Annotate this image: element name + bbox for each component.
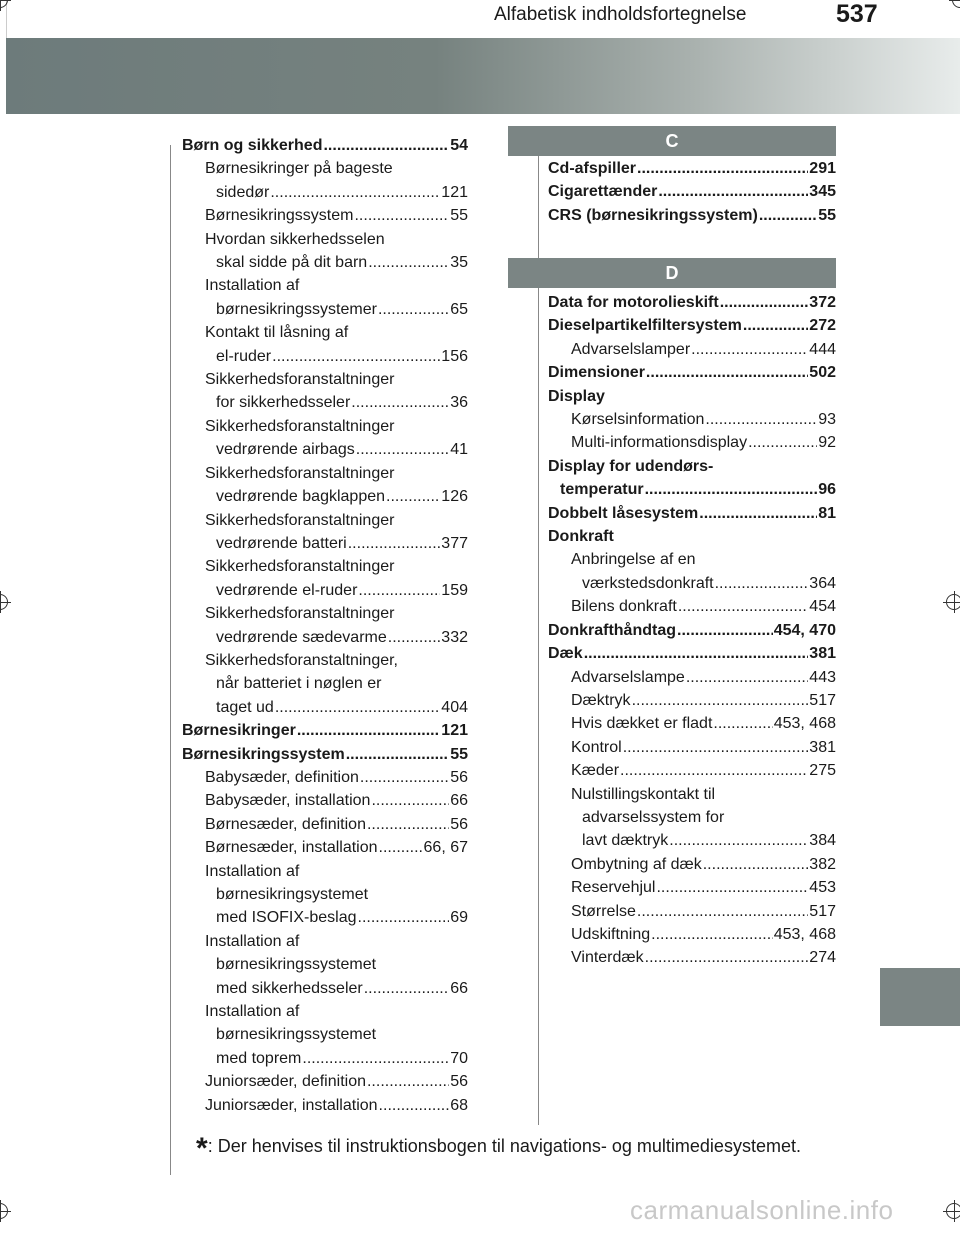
index-entry-sub: [548, 431, 836, 454]
index-entry-page: 66, 67: [423, 839, 468, 857]
index-entry-page: 272: [809, 317, 836, 335]
index-entry-sub: [182, 1047, 468, 1070]
dot-leader: [715, 572, 809, 595]
index-entry-main: Display for udendørs-: [548, 457, 714, 475]
index-section-d: [548, 291, 836, 970]
index-entry-page: 453, 468: [773, 925, 836, 943]
index-entry-main: [548, 314, 836, 337]
index-entry-label: Cd-afspiller: [548, 160, 637, 177]
dot-leader: [584, 642, 809, 665]
index-entry-main: [182, 743, 468, 766]
index-entry-page: 35: [450, 254, 468, 272]
index-entry-label: Advarselslampe: [571, 668, 685, 686]
index-entry-label: vedrørende sædevarme: [216, 628, 387, 646]
index-entry-page: 56: [450, 768, 468, 786]
index-entry-label: Dieselpartikelfiltersystem: [548, 317, 742, 335]
index-entry-page: 56: [450, 815, 468, 833]
index-entry-sub: Hvordan sikkerhedsselen: [205, 230, 385, 248]
index-entry-sub: Installation af: [205, 1003, 300, 1021]
index-entry-label: Babysæder, installation: [205, 792, 371, 810]
index-entry-sub: [548, 408, 836, 431]
header-banner: [6, 38, 960, 114]
index-entry-sub: [182, 906, 468, 929]
index-entry-main: Donkraft: [548, 528, 614, 546]
registration-mark-icon: [943, 1200, 960, 1222]
dot-leader: [354, 204, 449, 227]
page-header-title: Alfabetisk indholdsfortegnelse: [494, 4, 747, 25]
index-entry-page: 36: [450, 394, 468, 412]
dot-leader: [272, 345, 440, 368]
index-entry-label: vedrørende el-ruder: [216, 581, 358, 599]
index-entry-label: temperatur: [560, 481, 644, 499]
dot-leader: [620, 759, 808, 782]
dot-leader: [297, 719, 440, 742]
index-entry-label: Børnesikringssystem: [205, 207, 354, 225]
dot-leader: [651, 923, 773, 946]
index-entry-label: Reservehjul: [571, 879, 656, 897]
index-entry-main: [548, 157, 836, 180]
index-entry-sub: [548, 736, 836, 759]
index-entry-label: Dobbelt låsesystem: [548, 504, 699, 522]
index-section-c: [548, 157, 836, 227]
index-entry-label: Bilens donkraft: [571, 598, 677, 616]
index-entry-main: Display: [548, 387, 605, 405]
dot-leader: [386, 485, 440, 508]
dot-leader: [669, 829, 808, 852]
index-entry-sub: advarselssystem for: [582, 808, 725, 826]
column-divider-middle: [538, 145, 539, 1125]
dot-leader: [748, 431, 817, 454]
dot-leader: [388, 626, 441, 649]
index-entry-sub: børnesikringssystemet: [216, 956, 377, 974]
index-entry-sub: [182, 813, 468, 836]
index-entry-label: vedrørende airbags: [216, 441, 355, 459]
dot-leader: [348, 532, 441, 555]
index-entry-page: 502: [809, 364, 836, 382]
index-entry-label: el-ruder: [216, 347, 272, 365]
index-entry-page: 121: [441, 722, 468, 740]
index-entry-page: 121: [441, 183, 468, 201]
index-entry-page: 159: [441, 581, 468, 599]
registration-mark-icon: [949, 0, 960, 11]
index-entry-page: 93: [818, 411, 836, 429]
index-entry-label: Kæder: [571, 762, 620, 780]
index-entry-page: 384: [809, 832, 836, 850]
index-entry-page: 404: [441, 698, 468, 716]
index-entry-sub: Sikkerhedsforanstaltninger: [205, 558, 395, 576]
index-entry-page: 56: [450, 1073, 468, 1091]
index-entry-label: værkstedsdonkraft: [582, 574, 714, 592]
index-entry-page: 81: [818, 504, 836, 522]
dot-leader: [371, 789, 449, 812]
index-entry-page: 275: [809, 762, 836, 780]
dot-leader: [677, 619, 773, 642]
dot-leader: [351, 391, 449, 414]
index-entry-sub: Sikkerhedsforanstaltninger,: [205, 651, 398, 669]
index-entry-label: skal sidde på dit barn: [216, 254, 368, 272]
dot-leader: [275, 696, 440, 719]
dot-leader: [302, 1047, 449, 1070]
dot-leader: [646, 361, 808, 384]
index-entry-main: [548, 291, 836, 314]
index-entry-page: 372: [809, 294, 836, 311]
index-entry-sub: [182, 532, 468, 555]
index-entry-label: med toprem: [216, 1049, 302, 1067]
dot-leader: [632, 689, 809, 712]
dot-leader: [358, 906, 450, 929]
watermark-text: carmanualsonline.info: [630, 1195, 894, 1225]
footnote-marker: *: [196, 1132, 208, 1165]
dot-leader: [658, 180, 808, 203]
dot-leader: [686, 666, 808, 689]
index-entry-sub: Sikkerhedsforanstaltninger: [205, 464, 395, 482]
index-entry-sub: [182, 836, 468, 859]
index-entry-page: 66: [450, 792, 468, 810]
index-entry-label: Donkrafthåndtag: [548, 621, 676, 639]
dot-leader: [367, 1070, 449, 1093]
registration-mark-icon: [943, 591, 960, 613]
dot-leader: [368, 251, 449, 274]
registration-mark-icon: [0, 591, 11, 613]
dot-leader: [623, 736, 809, 759]
index-entry-page: 55: [450, 745, 468, 763]
dot-leader: [637, 900, 808, 923]
dot-leader: [705, 408, 817, 431]
dot-leader: [743, 314, 808, 337]
index-entry-main: [548, 642, 836, 665]
index-entry-label: Data for motorolieskift: [548, 294, 719, 311]
index-entry-sub: [548, 595, 836, 618]
index-entry-sub: Sikkerhedsforanstaltninger: [205, 371, 395, 389]
dot-leader: [356, 438, 449, 461]
index-entry-sub: [182, 181, 468, 204]
footnote: [196, 1132, 801, 1165]
index-entry-sub: [548, 572, 836, 595]
index-entry-main: [182, 719, 468, 742]
index-entry-page: 364: [809, 574, 836, 592]
index-entry-sub: [548, 900, 836, 923]
column-divider-left: [170, 145, 171, 1175]
index-entry-page: 453: [809, 879, 836, 897]
dot-leader: [703, 853, 809, 876]
index-entry-page: 126: [441, 488, 468, 506]
index-entry-sub: [182, 345, 468, 368]
dot-leader: [645, 946, 809, 969]
index-entry-sub: [182, 298, 468, 321]
dot-leader: [360, 766, 449, 789]
index-entry-page: 444: [809, 340, 836, 358]
index-entry-page: 66: [450, 979, 468, 997]
index-entry-label: Udskiftning: [571, 925, 651, 943]
index-entry-label: Størrelse: [571, 902, 636, 920]
index-entry-sub: [548, 712, 836, 735]
index-entry-label: Juniorsæder, installation: [205, 1096, 378, 1114]
index-entry-main: [548, 478, 836, 501]
dot-leader: [713, 712, 772, 735]
index-entry-sub: [182, 204, 468, 227]
index-entry-label: Kørselsinformation: [571, 411, 705, 429]
index-entry-sub: Sikkerhedsforanstaltninger: [205, 605, 395, 623]
index-entry-label: Cigarettænder: [548, 183, 658, 201]
index-entry-page: 69: [450, 909, 468, 927]
index-entry-sub: Sikkerhedsforanstaltninger: [205, 417, 395, 435]
index-entry-main: [548, 619, 836, 642]
index-entry-page: 70: [450, 1049, 468, 1067]
index-entry-page: 291: [809, 160, 836, 177]
index-entry-sub: [548, 876, 836, 899]
index-entry-page: 55: [450, 207, 468, 225]
index-entry-label: Juniorsæder, definition: [205, 1073, 366, 1091]
dot-leader: [379, 1094, 450, 1117]
index-entry-sub: når batteriet i nøglen er: [216, 675, 382, 693]
index-entry-page: 332: [441, 628, 468, 646]
index-entry-page: 443: [809, 668, 836, 686]
index-entry-main: [548, 204, 836, 227]
index-entry-sub: Anbringelse af en: [571, 551, 696, 569]
index-entry-label: Børnesikringssystem: [182, 745, 345, 763]
section-header-c: C: [508, 126, 836, 156]
index-entry-sub: Nulstillingskontakt til: [571, 785, 716, 803]
index-entry-main: [548, 180, 836, 203]
dot-leader: [270, 181, 440, 204]
dot-leader: [637, 157, 808, 180]
index-entry-page: 65: [450, 300, 468, 318]
index-entry-sub: [182, 438, 468, 461]
index-entry-sub: [182, 1094, 468, 1117]
index-entry-label: Børnesæder, definition: [205, 815, 366, 833]
index-entry-label: Kontrol: [571, 738, 622, 756]
dot-leader: [759, 204, 817, 227]
index-entry-sub: Installation af: [205, 277, 300, 295]
index-entry-sub: [548, 759, 836, 782]
index-entry-label: vedrørende bagklappen: [216, 488, 386, 506]
index-entry-page: 517: [809, 691, 836, 709]
index-entry-label: Børnesikringer: [182, 722, 296, 740]
footnote-text: : Der henvises til instruktionsbogen til navigations- og multimediesystemet.: [207, 1136, 801, 1156]
index-entry-sub: [182, 789, 468, 812]
index-entry-sub: Sikkerhedsforanstaltninger: [205, 511, 395, 529]
index-entry-page: 55: [818, 206, 836, 224]
index-entry-page: 41: [450, 441, 468, 459]
index-entry-sub: [548, 666, 836, 689]
dot-leader: [379, 836, 423, 859]
index-entry-sub: børnesikringsystemet: [216, 886, 369, 903]
index-entry-page: 517: [809, 902, 836, 920]
index-entry-label: Dæktryk: [571, 691, 631, 709]
index-entry-label: Multi-informationsdisplay: [571, 434, 748, 452]
index-entry-main: [548, 361, 836, 384]
index-entry-main: [182, 134, 468, 157]
index-entry-label: for sikkerhedsseler: [216, 394, 351, 412]
index-entry-page: 377: [441, 534, 468, 552]
index-entry-sub: [548, 923, 836, 946]
index-entry-label: Børnesæder, installation: [205, 839, 378, 857]
index-entry-sub: [182, 766, 468, 789]
index-entry-sub: [182, 251, 468, 274]
index-entry-sub: [182, 626, 468, 649]
index-entry-sub: [548, 853, 836, 876]
dot-leader: [323, 134, 449, 157]
index-entry-sub: [182, 579, 468, 602]
index-entry-sub: [182, 1070, 468, 1093]
index-entry-label: sidedør: [216, 183, 270, 201]
index-entry-sub: Installation af: [205, 862, 300, 880]
index-entry-label: Dimensioner: [548, 364, 645, 382]
index-entry-label: Hvis dækket er fladt: [571, 715, 713, 733]
index-entry-page: 68: [450, 1096, 468, 1114]
dot-leader: [656, 876, 808, 899]
index-entry-page: 345: [809, 183, 836, 201]
dot-leader: [346, 743, 449, 766]
index-entry-label: Advarselslamper: [571, 340, 691, 358]
index-entry-label: Vinterdæk: [571, 949, 644, 967]
index-entry-sub: [182, 485, 468, 508]
dot-leader: [378, 298, 449, 321]
index-entry-page: 96: [818, 481, 836, 499]
index-entry-page: 381: [809, 645, 836, 663]
index-entry-sub: [548, 689, 836, 712]
index-entry-label: Dæk: [548, 645, 583, 663]
index-column-left: [182, 134, 468, 1117]
dot-leader: [720, 291, 809, 314]
page-number: 537: [836, 0, 878, 28]
index-entry-page: 454: [809, 598, 836, 616]
index-entry-sub: [548, 338, 836, 361]
index-entry-page: 382: [809, 855, 836, 873]
index-entry-page: 454, 470: [773, 621, 836, 639]
index-entry-sub: [182, 391, 468, 414]
dot-leader: [645, 478, 818, 501]
dot-leader: [699, 502, 817, 525]
index-entry-page: 453, 468: [773, 715, 836, 733]
section-header-d: D: [508, 258, 836, 288]
index-entry-label: børnesikringssystemer: [216, 300, 377, 318]
index-entry-label: med sikkerhedsseler: [216, 979, 363, 997]
index-entry-page: 381: [809, 738, 836, 756]
index-entry-page: 156: [441, 347, 468, 365]
index-entry-label: lavt dæktryk: [582, 832, 669, 850]
index-entry-page: 274: [809, 949, 836, 967]
index-entry-sub: børnesikringssystemet: [216, 1026, 377, 1044]
index-entry-sub: Kontakt til låsning af: [205, 324, 349, 342]
index-entry-main: [548, 502, 836, 525]
index-entry-sub: Installation af: [205, 932, 300, 950]
dot-leader: [364, 977, 449, 1000]
index-entry-label: vedrørende batteri: [216, 534, 347, 552]
index-entry-label: Babysæder, definition: [205, 768, 359, 786]
index-entry-label: taget ud: [216, 698, 274, 716]
index-entry-label: med ISOFIX-beslag: [216, 909, 357, 927]
registration-mark-icon: [0, 1200, 11, 1222]
index-entry-sub: [182, 977, 468, 1000]
dot-leader: [358, 579, 440, 602]
index-entry-label: CRS (børnesikringssystem): [548, 206, 758, 224]
dot-leader: [691, 338, 808, 361]
index-entry-page: 54: [450, 137, 468, 154]
index-entry-sub: [182, 696, 468, 719]
index-entry-label: Børn og sikkerhed: [182, 137, 323, 154]
chapter-tab: [880, 968, 960, 1026]
dot-leader: [367, 813, 449, 836]
dot-leader: [678, 595, 808, 618]
index-entry-sub: [548, 946, 836, 969]
index-entry-sub: Børnesikringer på bageste: [205, 160, 393, 178]
registration-mark-icon: [0, 0, 11, 11]
index-entry-page: 92: [818, 434, 836, 452]
index-entry-sub: [548, 829, 836, 852]
index-entry-label: Ombytning af dæk: [571, 855, 702, 873]
